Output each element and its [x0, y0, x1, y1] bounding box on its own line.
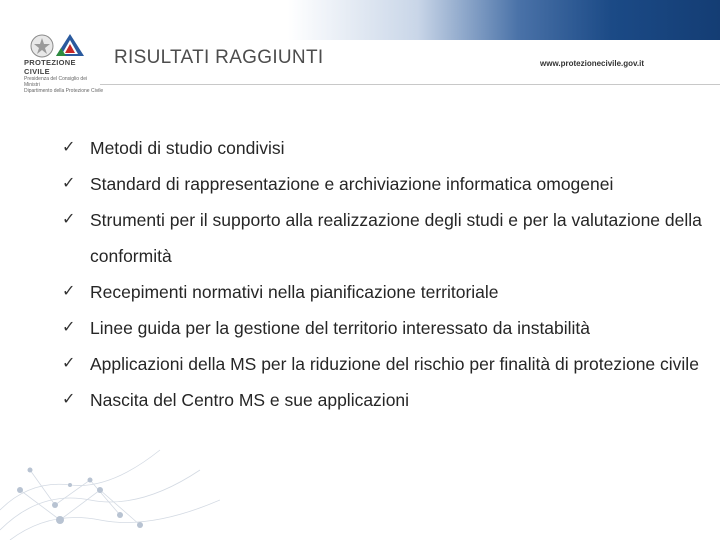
result-item-text: Linee guida per la gestione del territorio interessato da instabilità [90, 318, 591, 338]
website-url: www.protezionecivile.gov.it [540, 59, 645, 68]
logo-subtitle-2: Dipartimento della Protezione Civile [24, 88, 104, 94]
header-divider [100, 84, 720, 85]
checkmark-icon: ✓ [62, 139, 76, 156]
result-item-text: Metodi di studio condivisi [90, 138, 285, 158]
result-item-text: Nascita del Centro MS e sue applicazioni [90, 390, 410, 410]
protezione-civile-mark-icon [56, 34, 84, 56]
result-item [62, 166, 702, 202]
logo-title: PROTEZIONE CIVILE [24, 58, 76, 76]
logo-caption [24, 58, 104, 94]
result-item [62, 130, 702, 166]
slide-title: RISULTATI RAGGIUNTI [114, 47, 324, 68]
checkmark-icon: ✓ [62, 283, 76, 300]
result-item-text: Standard di rappresentazione e archiviazione informatica omogenei [90, 174, 614, 194]
result-item [62, 382, 702, 418]
network-decoration [0, 430, 220, 540]
result-item [62, 346, 702, 382]
result-item-text: Strumenti per il supporto alla realizzazione degli studi e per la valutazione della conformità [90, 210, 702, 266]
result-item-text: Applicazioni della MS per la riduzione del rischio per finalità di protezione civile [90, 354, 699, 374]
result-item-text: Recepimenti normativi nella pianificazione territoriale [90, 282, 499, 302]
logo-subtitle-1: Presidenza del Consiglio dei Ministri [24, 76, 88, 88]
header-banner [0, 0, 720, 40]
checkmark-icon: ✓ [62, 175, 76, 192]
republic-emblem-icon [31, 35, 53, 57]
checkmark-icon: ✓ [62, 319, 76, 336]
checkmark-icon: ✓ [62, 211, 76, 228]
results-list [62, 130, 702, 418]
checkmark-icon: ✓ [62, 391, 76, 408]
checkmark-icon: ✓ [62, 355, 76, 372]
result-item [62, 274, 702, 310]
result-item [62, 310, 702, 346]
result-item [62, 202, 702, 274]
